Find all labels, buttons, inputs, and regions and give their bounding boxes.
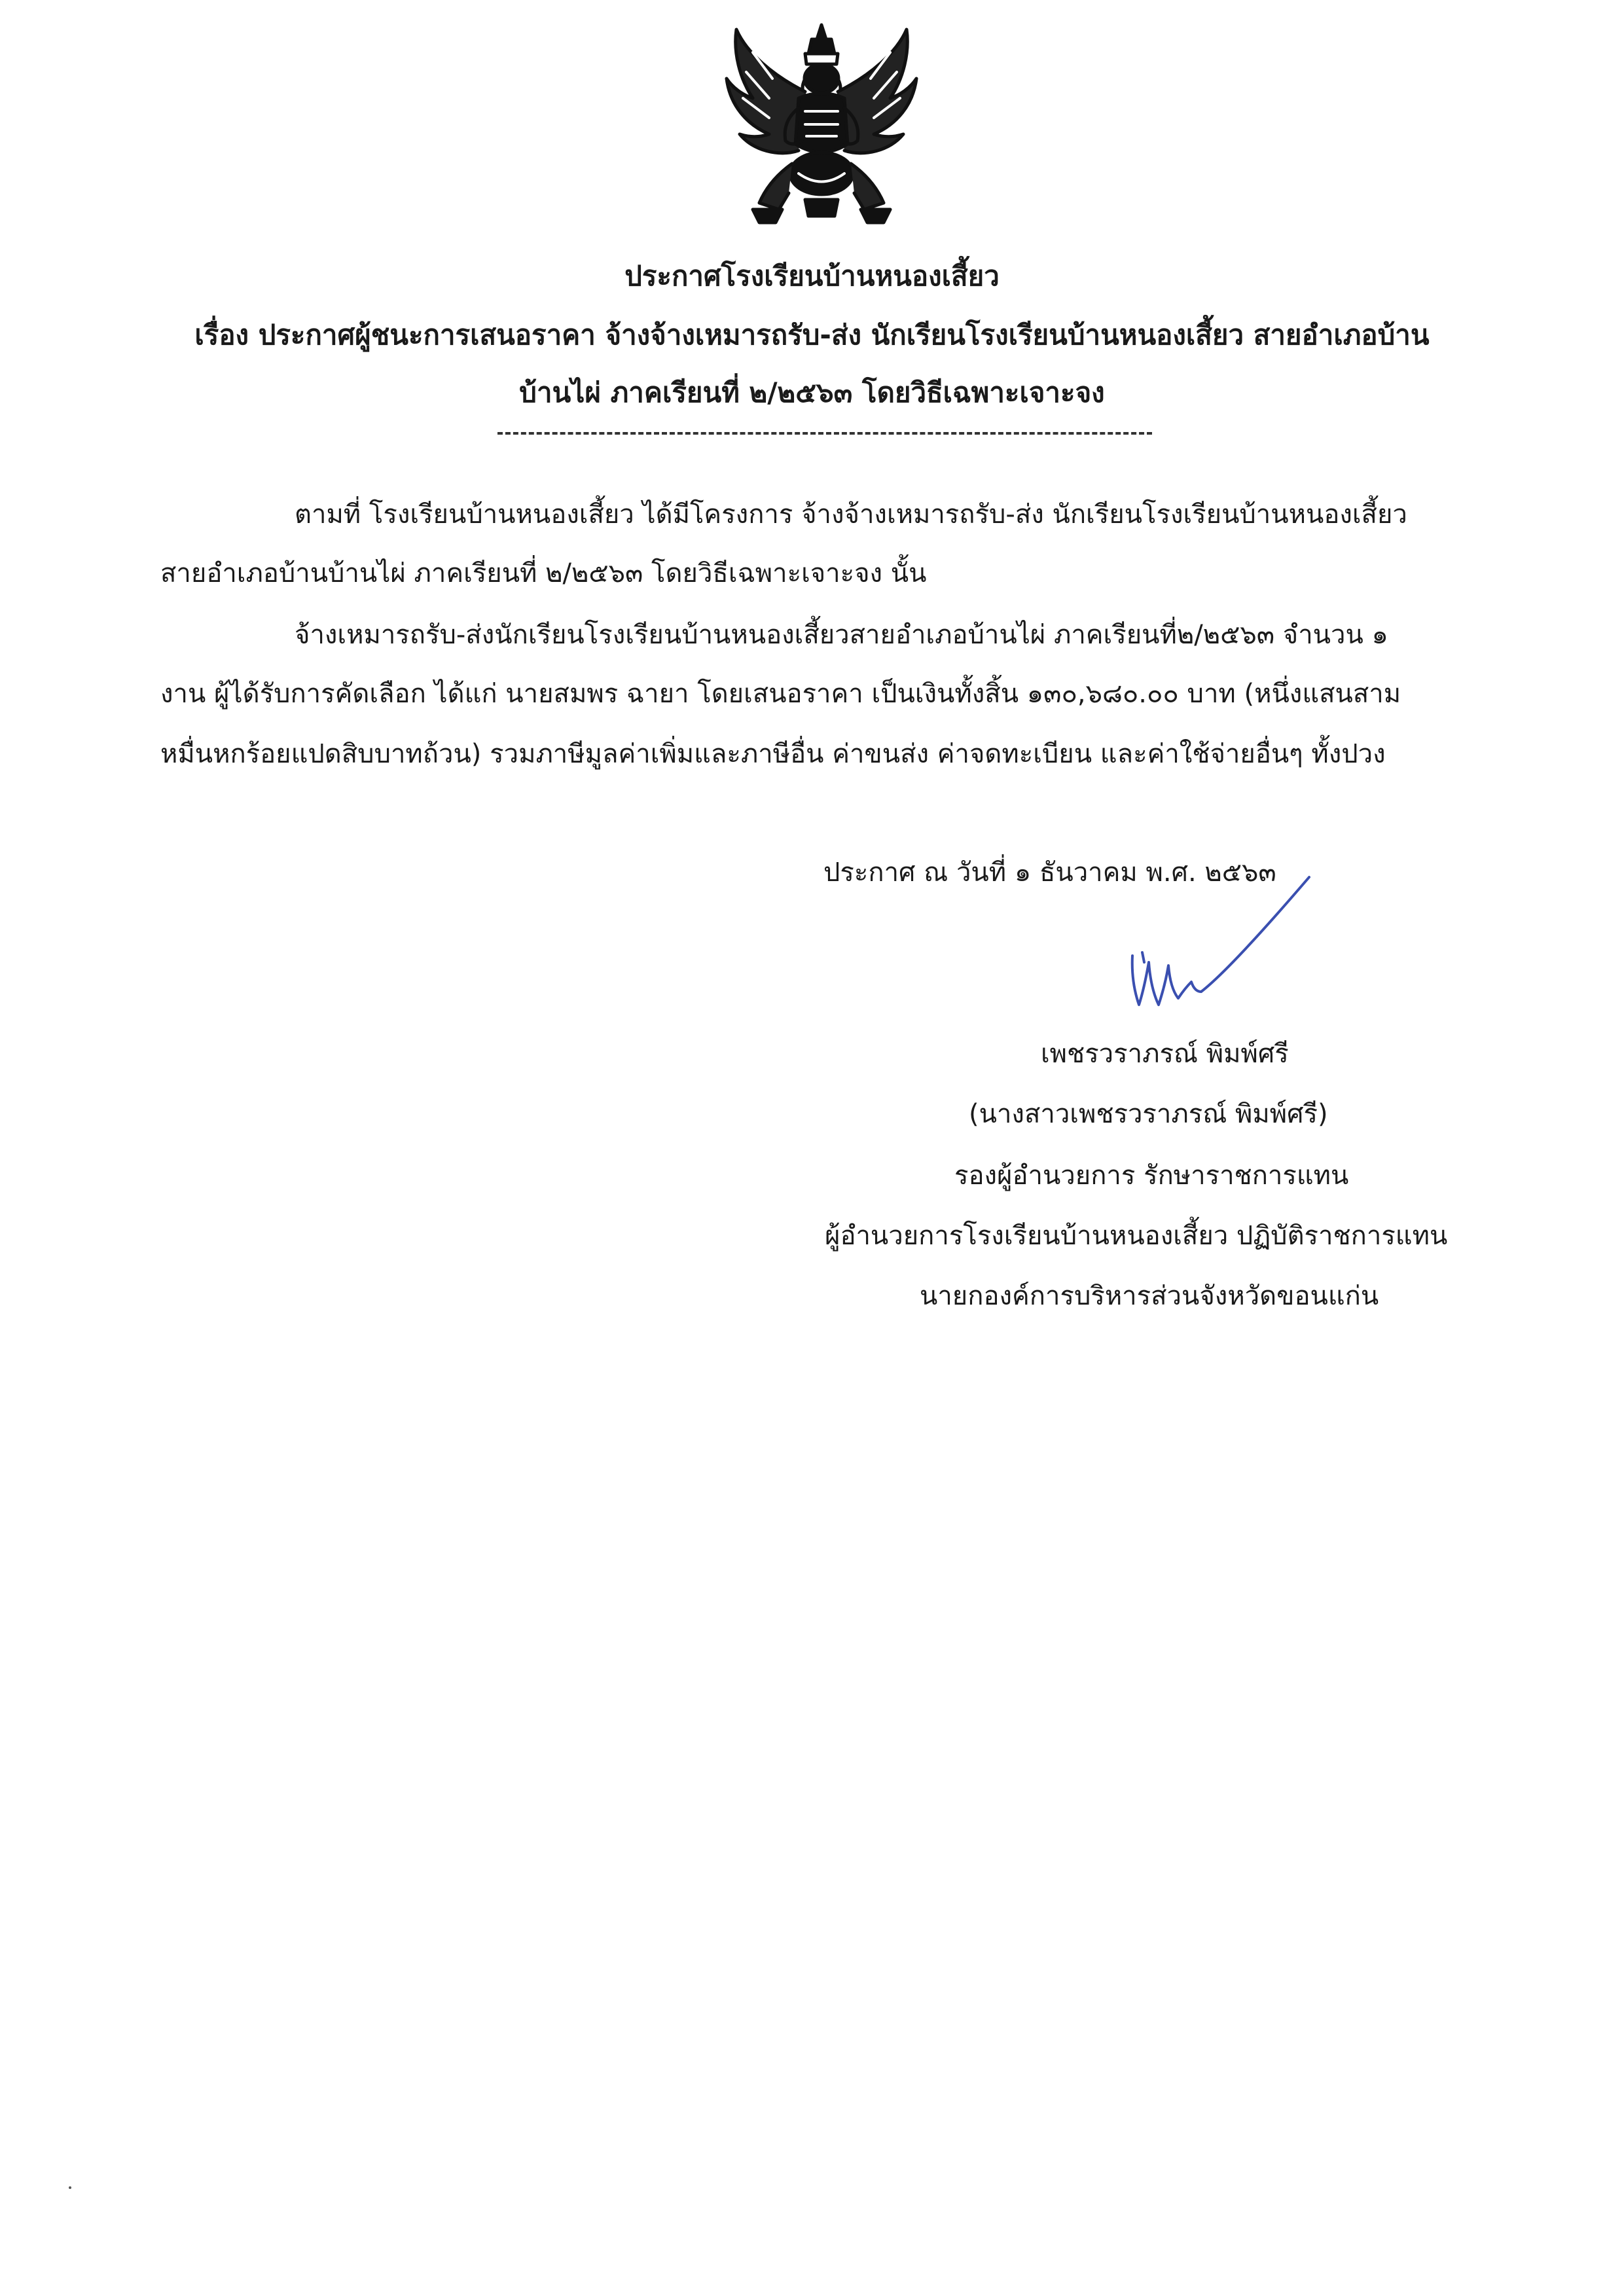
- title-divider: [497, 432, 1152, 435]
- paragraph2-line2: งาน ผู้ได้รับการคัดเลือก ได้แก่ นายสมพร ฉายา โดยเสนอราคา เป็นเงินทั้งสิ้น ๑๓๐,๖๘๐.๐๐ บาท (หนึ่งแสนสาม: [160, 679, 1401, 709]
- signatory-name: เพชรวราภรณ์ พิมพ์ศรี: [1041, 1039, 1289, 1069]
- handwritten-signature-icon: [1113, 858, 1322, 1021]
- signatory-position-line2: ผู้อำนวยการโรงเรียนบ้านหนองเสี้ยว ปฏิบัติราชการแทน: [825, 1221, 1448, 1251]
- paragraph1-line1: ตามที่ โรงเรียนบ้านหนองเสี้ยว ได้มีโครงการ จ้างจ้างเหมารถรับ-ส่ง นักเรียนโรงเรียนบ้านหนองเสี้ยว: [295, 499, 1407, 530]
- announcement-subject-line2: บ้านไผ่ ภาคเรียนที่ ๒/๒๕๖๓ โดยวิธีเฉพาะเจาะจง: [519, 376, 1105, 408]
- paragraph2-line1: จ้างเหมารถรับ-ส่งนักเรียนโรงเรียนบ้านหนองเสี้ยวสายอำเภอบ้านไผ่ ภาคเรียนที่๒/๒๕๖๓ จำนวน ๑: [295, 620, 1388, 650]
- announcement-date: ประกาศ ณ วันที่ ๑ ธันวาคม พ.ศ. ๒๕๖๓: [823, 858, 1276, 888]
- announcement-subject-line1: เรื่อง ประกาศผู้ชนะการเสนอราคา จ้างจ้างเหมารถรับ-ส่ง นักเรียนโรงเรียนบ้านหนองเสี้ยว สายอำเภอบ้าน: [194, 319, 1430, 351]
- paragraph2-line3: หมื่นหกร้อยแปดสิบบาทถ้วน) รวมภาษีมูลค่าเพิ่มและภาษีอื่น ค่าขนส่ง ค่าจดทะเบียน และค่าใช้จ่ายอื่นๆ ทั้งปวง: [160, 739, 1386, 769]
- scan-speck: [69, 2186, 71, 2189]
- signatory-full-name: (นางสาวเพชรวราภรณ์ พิมพ์ศรี): [969, 1099, 1328, 1129]
- paragraph1-line2: สายอำเภอบ้านบ้านไผ่ ภาคเรียนที่ ๒/๒๕๖๓ โดยวิธีเฉพาะเจาะจง นั้น: [160, 558, 927, 588]
- signatory-position-line3: นายกองค์การบริหารส่วนจังหวัดขอนแก่น: [920, 1281, 1379, 1311]
- announcement-title: ประกาศโรงเรียนบ้านหนองเสี้ยว: [624, 260, 1000, 292]
- signatory-position-line1: รองผู้อำนวยการ รักษาราชการแทน: [954, 1161, 1349, 1191]
- garuda-emblem-icon: [707, 13, 936, 236]
